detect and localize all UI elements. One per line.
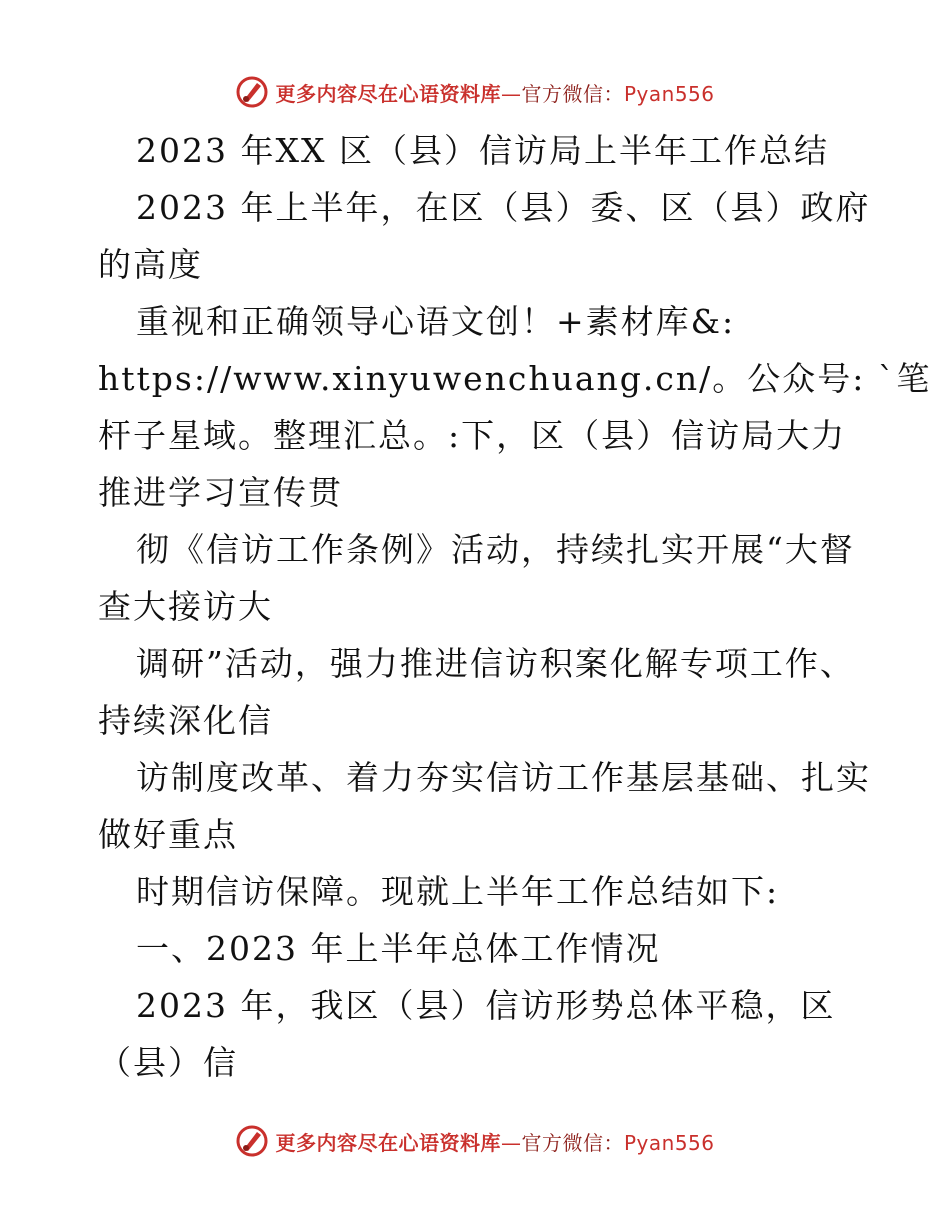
brush-logo-icon xyxy=(235,1124,269,1158)
banner-wechat-id: Pyan556 xyxy=(623,1130,715,1155)
banner-separator: — xyxy=(500,1130,522,1155)
document-line: 的高度 xyxy=(98,245,203,284)
document-line: 重视和正确领导心语文创！+素材库&: xyxy=(136,302,736,341)
document-line: 一、2023 年上半年总体工作情况 xyxy=(136,929,661,968)
banner-brand: 更多内容尽在心语资料库 xyxy=(275,81,501,106)
document-line: 做好重点 xyxy=(98,815,238,854)
document-line: 调研”活动，强力推进信访积案化解专项工作、 xyxy=(136,644,855,683)
document-line: 推进学习宣传贯 xyxy=(98,473,343,512)
document-line: 2023 年，我区（县）信访形势总体平稳，区 xyxy=(136,986,836,1025)
document-line: 2023 年XX 区（县）信访局上半年工作总结 xyxy=(136,131,829,170)
banner-wechat-id: Pyan556 xyxy=(623,81,715,106)
banner-text xyxy=(275,1127,714,1156)
banner-separator: — xyxy=(500,81,522,106)
document-line: 查大接访大 xyxy=(98,587,273,626)
document-line: 杆子星域。整理汇总。:下，区（县）信访局大力 xyxy=(98,416,847,455)
document-line: 访制度改革、着力夯实信访工作基层基础、扎实 xyxy=(136,758,871,797)
banner-text xyxy=(275,78,714,107)
document-line: https://www.xinyuwenchuang.cn/。公众号: `笔 xyxy=(98,359,932,398)
header-banner xyxy=(0,72,950,112)
document-line: 时期信访保障。现就上半年工作总结如下: xyxy=(136,872,780,911)
document-line: 2023 年上半年，在区（县）委、区（县）政府 xyxy=(136,188,871,227)
footer-banner xyxy=(0,1121,950,1161)
document-body xyxy=(98,122,932,1091)
banner-official-label: 官方微信： xyxy=(521,1130,624,1155)
document-line: （县）信 xyxy=(98,1043,238,1082)
document-line: 持续深化信 xyxy=(98,701,273,740)
banner-brand: 更多内容尽在心语资料库 xyxy=(275,1130,501,1155)
banner-official-label: 官方微信： xyxy=(521,81,624,106)
brush-logo-icon xyxy=(235,75,269,109)
document-line: 彻《信访工作条例》活动，持续扎实开展“大督 xyxy=(136,530,855,569)
